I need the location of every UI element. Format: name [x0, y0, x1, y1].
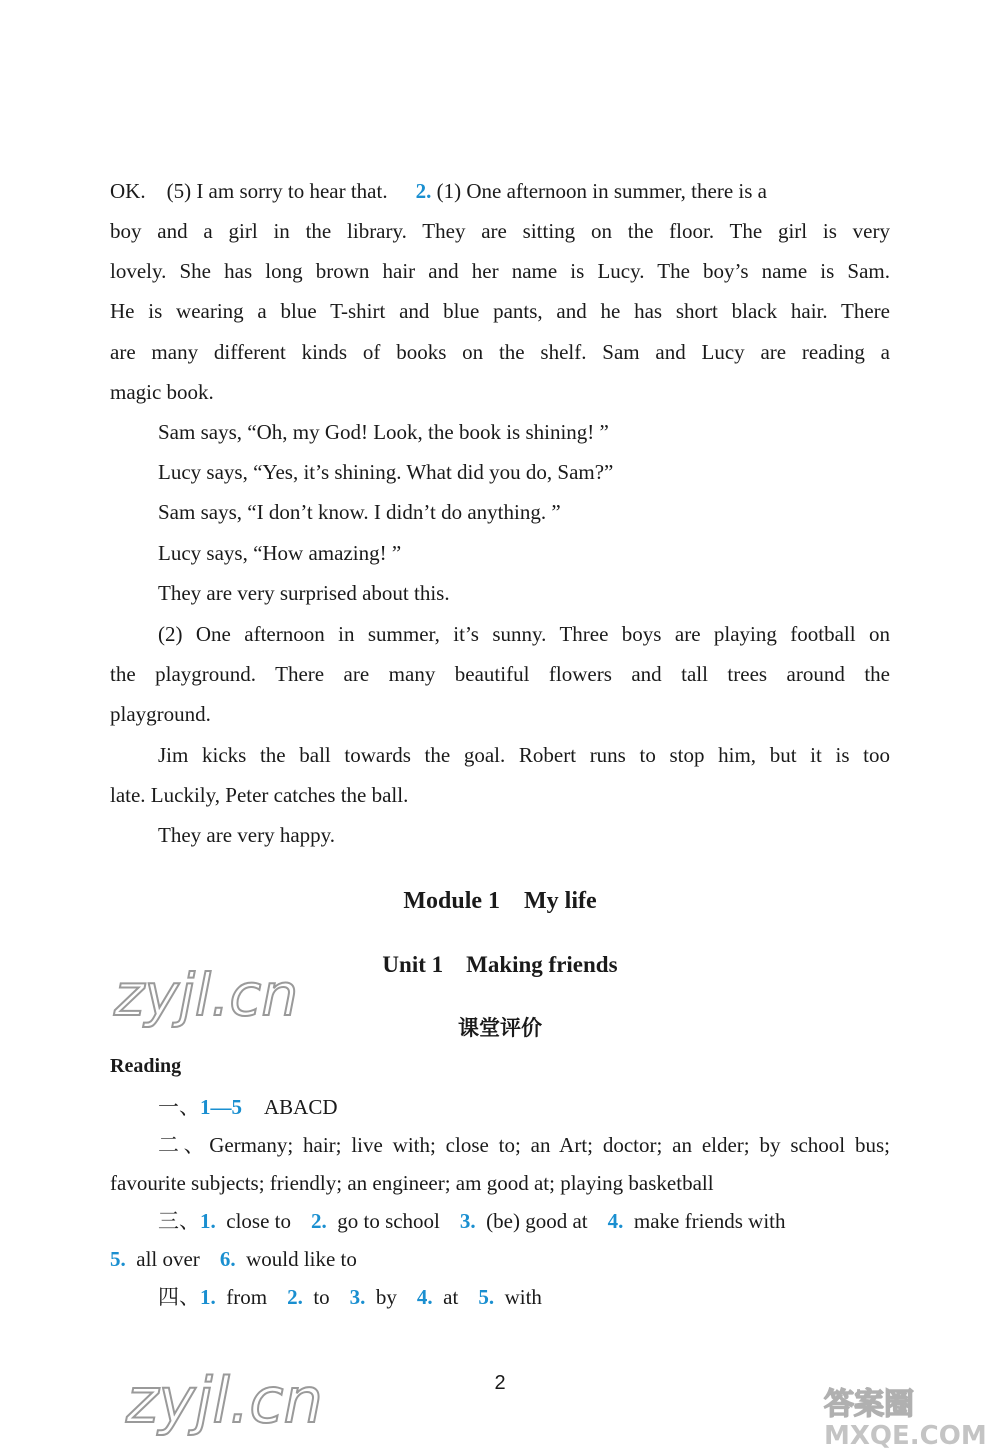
class-evaluation-title: 课堂评价 — [458, 1016, 542, 1040]
text-line-16: late. Luckily, Peter catches the ball. — [110, 783, 409, 807]
answer-three-label: 三、 — [158, 1209, 200, 1233]
question-number-2: 2. — [415, 179, 432, 203]
mxqe-watermark-logo — [820, 1382, 998, 1448]
answer-three-num-3: 3. — [459, 1209, 476, 1233]
text-line-15: Jim kicks the ball towards the goal. Robert runs to stop him, but it is too — [158, 743, 890, 767]
answer-four-text-1: from — [226, 1285, 268, 1309]
text-line-10: Lucy says, “How amazing! ” — [158, 541, 402, 565]
answer-three-num-6: 6. — [219, 1247, 236, 1271]
answer-group-two-line-1 — [158, 1131, 890, 1159]
answer-one-range: 1—5 — [200, 1095, 242, 1119]
zyjl-watermark-top-logo — [110, 955, 330, 1035]
answer-three-text-1: close to — [226, 1209, 291, 1233]
answer-group-one — [158, 1093, 338, 1121]
answer-three-text-3: (be) good at — [486, 1209, 588, 1233]
line-1-part-b: (1) One afternoon in summer, there is a — [436, 179, 767, 203]
text-line-13: the playground. There are many beautiful flowers and tall trees around the — [110, 662, 890, 686]
answer-four-num-4: 4. — [416, 1285, 433, 1309]
text-line-4: He is wearing a blue T-shirt and blue pants, and he has short black hair. There — [110, 299, 890, 323]
text-line-8: Lucy says, “Yes, it’s shining. What did you do, Sam?” — [158, 460, 614, 484]
text-line-7: Sam says, “Oh, my God! Look, the book is shining! ” — [158, 420, 609, 444]
page-number: 2 — [494, 1372, 506, 1394]
answer-four-text-3: by — [375, 1285, 397, 1309]
text-line-1 — [110, 177, 767, 205]
answer-two-label: 二、 — [158, 1133, 210, 1157]
answer-four-num-2: 2. — [287, 1285, 303, 1309]
answer-group-two-line-2: favourite subjects; friendly; an engineer; am good at; playing basketball — [110, 1171, 714, 1195]
text-line-9: Sam says, “I don’t know. I didn’t do anything. ” — [158, 500, 561, 524]
answer-three-text-4: make friends with — [633, 1209, 786, 1233]
mxqe-watermark — [820, 1382, 998, 1453]
text-line-12: (2) One afternoon in summer, it’s sunny. Three boys are playing football on — [158, 622, 890, 646]
answer-one-text: ABACD — [264, 1095, 338, 1119]
answer-two-line-1-text: Germany; hair; live with; close to; an Art; doctor; an elder; by school bus; — [209, 1133, 890, 1157]
answer-three-text-2: go to school — [337, 1209, 440, 1233]
answer-four-label: 四、 — [158, 1285, 200, 1309]
mxqe-watermark-top-text: 答案圈 — [824, 1387, 914, 1422]
zyjl-watermark-top — [110, 955, 330, 1040]
text-line-11: They are very surprised about this. — [158, 581, 450, 605]
zyjl-watermark-bottom-text: zyjl.cn — [126, 1364, 323, 1437]
answer-three-num-4: 4. — [607, 1209, 624, 1233]
mxqe-watermark-bottom-text: MXQE.COM — [824, 1421, 987, 1448]
reading-section-title: Reading — [110, 1055, 182, 1077]
answer-three-num-5: 5. — [110, 1247, 126, 1271]
answer-four-text-2: to — [313, 1285, 330, 1309]
answer-group-three-line-2 — [110, 1245, 357, 1273]
answer-one-label: 一、 — [158, 1095, 200, 1119]
answer-four-num-1: 1. — [200, 1285, 216, 1309]
text-line-14: playground. — [110, 702, 211, 726]
answer-group-four — [158, 1283, 542, 1311]
text-line-2: boy and a girl in the library. They are sitting on the floor. The girl is very — [110, 219, 890, 243]
unit-title: Unit 1 Making friends — [382, 952, 618, 977]
answer-three-text-5: all over — [136, 1247, 200, 1271]
answer-four-text-5: with — [504, 1285, 542, 1309]
line-1-part-a: OK. (5) I am sorry to hear that. — [110, 179, 388, 203]
text-line-17: They are very happy. — [158, 823, 336, 847]
text-line-3: lovely. She has long brown hair and her name is Lucy. The boy’s name is Sam. — [110, 259, 890, 283]
text-line-5: are many different kinds of books on the shelf. Sam and Lucy are reading a — [110, 340, 890, 364]
text-line-6: magic book. — [110, 380, 214, 404]
answer-group-three-line-1 — [158, 1207, 786, 1235]
zyjl-watermark-top-text: zyjl.cn — [114, 961, 299, 1029]
answer-three-num-1: 1. — [200, 1209, 216, 1233]
answer-four-num-3: 3. — [349, 1285, 366, 1309]
answer-four-text-4: at — [443, 1285, 459, 1309]
answer-four-num-5: 5. — [478, 1285, 495, 1309]
module-title: Module 1 My life — [403, 888, 597, 914]
answer-three-num-2: 2. — [310, 1209, 327, 1233]
answer-three-text-6: would like to — [246, 1247, 357, 1271]
